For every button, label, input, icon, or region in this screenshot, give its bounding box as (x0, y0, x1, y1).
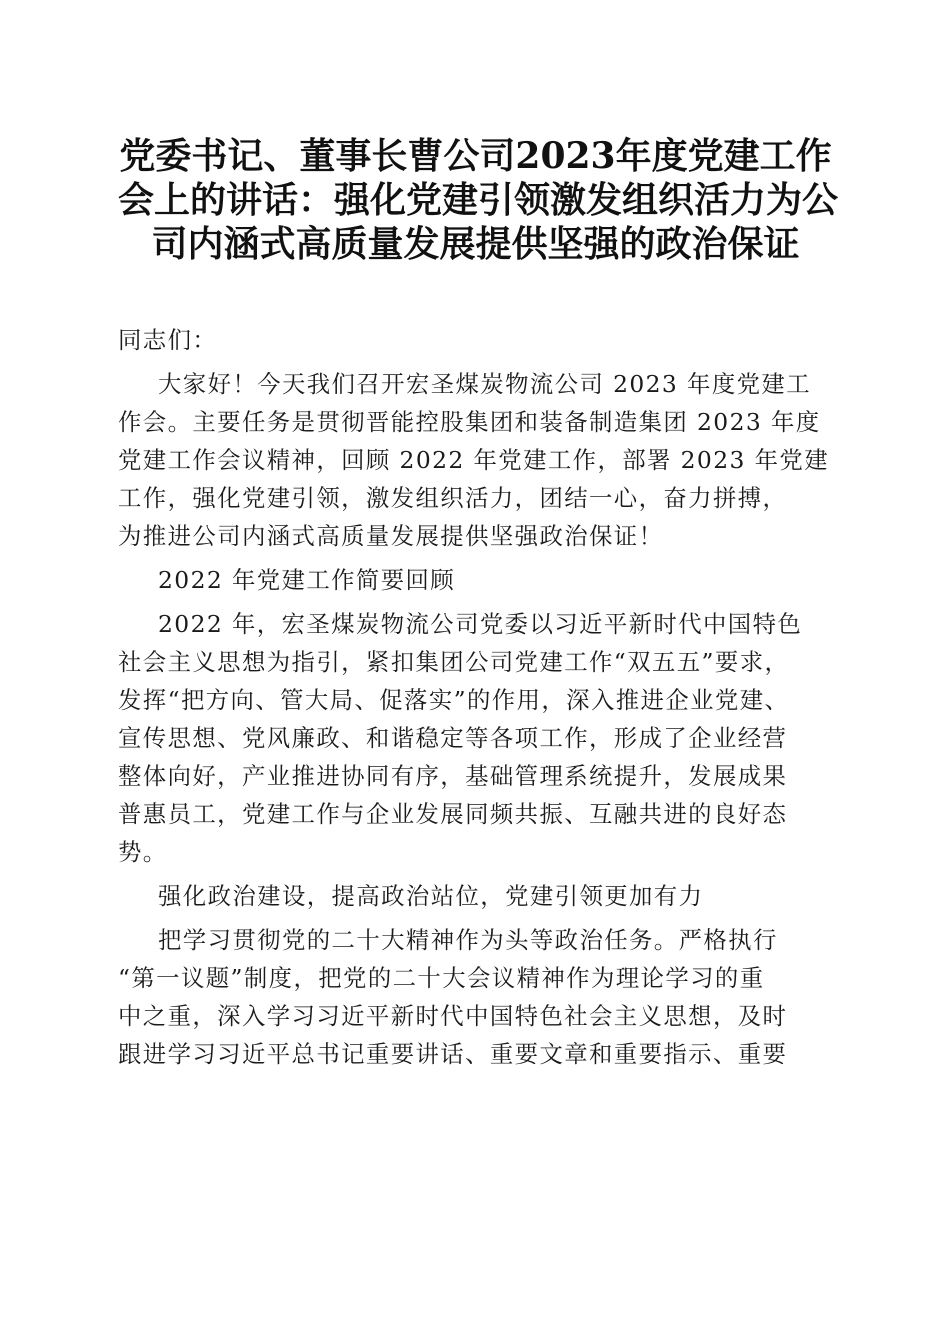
title-line: 司内涵式高质量发展提供坚强的政治保证 (151, 223, 800, 265)
paragraph-review (118, 605, 833, 871)
section-heading: 2022 年党建工作简要回顾 (158, 566, 456, 594)
text-line: 作会。主要任务是贯彻晋能控股集团和装备制造集团 2023 年度 (118, 408, 821, 436)
section-heading-politics (118, 877, 833, 915)
text-line: 中之重，深入学习习近平新时代中国特色社会主义思想，及时 (118, 1002, 788, 1030)
text-line: 整体向好，产业推进协同有序，基础管理系统提升，发展成果 (118, 762, 788, 790)
section-heading: 强化政治建设，提高政治站位，党建引领更加有力 (158, 882, 704, 910)
text-line: 工作，强化党建引领，激发组织活力，团结一心，奋力拼搏， (118, 484, 788, 512)
document-page (118, 134, 839, 1079)
paragraph-opening (118, 365, 833, 555)
text-line: 社会主义思想为指引，紧扣集团公司党建工作“双五五”要求， (118, 648, 790, 676)
text-line: 党建工作会议精神，回顾 2022 年党建工作，部署 2023 年党建 (118, 446, 829, 474)
salutation: 同志们： (118, 326, 218, 354)
text-line: 跟进学习习近平总书记重要讲话、重要文章和重要指示、重要 (118, 1040, 788, 1068)
text-line: 势。 (118, 838, 168, 866)
text-line: 发挥“把方向、管大局、促落实”的作用，深入推进企业党建、 (118, 686, 790, 714)
document-title (118, 134, 839, 266)
document-body (118, 321, 833, 1073)
title-line: 党委书记、董事长曹公司2023年度党建工作 (119, 135, 832, 177)
title-line: 会上的讲话：强化党建引领激发组织活力为公 (118, 179, 839, 221)
text-line: 大家好！今天我们召开宏圣煤炭物流公司 2023 年度党建工 (158, 370, 811, 398)
text-line: 为推进公司内涵式高质量发展提供坚强政治保证！ (118, 522, 664, 550)
text-line: 把学习贯彻党的二十大精神作为头等政治任务。严格执行 (158, 926, 778, 954)
text-line: 宣传思想、党风廉政、和谐稳定等各项工作，形成了企业经营 (118, 724, 788, 752)
section-heading-review (118, 561, 833, 599)
text-line: 2022 年，宏圣煤炭物流公司党委以习近平新时代中国特色 (158, 610, 803, 638)
text-line: 普惠员工，党建工作与企业发展同频共振、互融共进的良好态 (118, 800, 788, 828)
text-line: “第一议题”制度，把党的二十大会议精神作为理论学习的重 (118, 964, 765, 992)
paragraph-study (118, 921, 833, 1073)
